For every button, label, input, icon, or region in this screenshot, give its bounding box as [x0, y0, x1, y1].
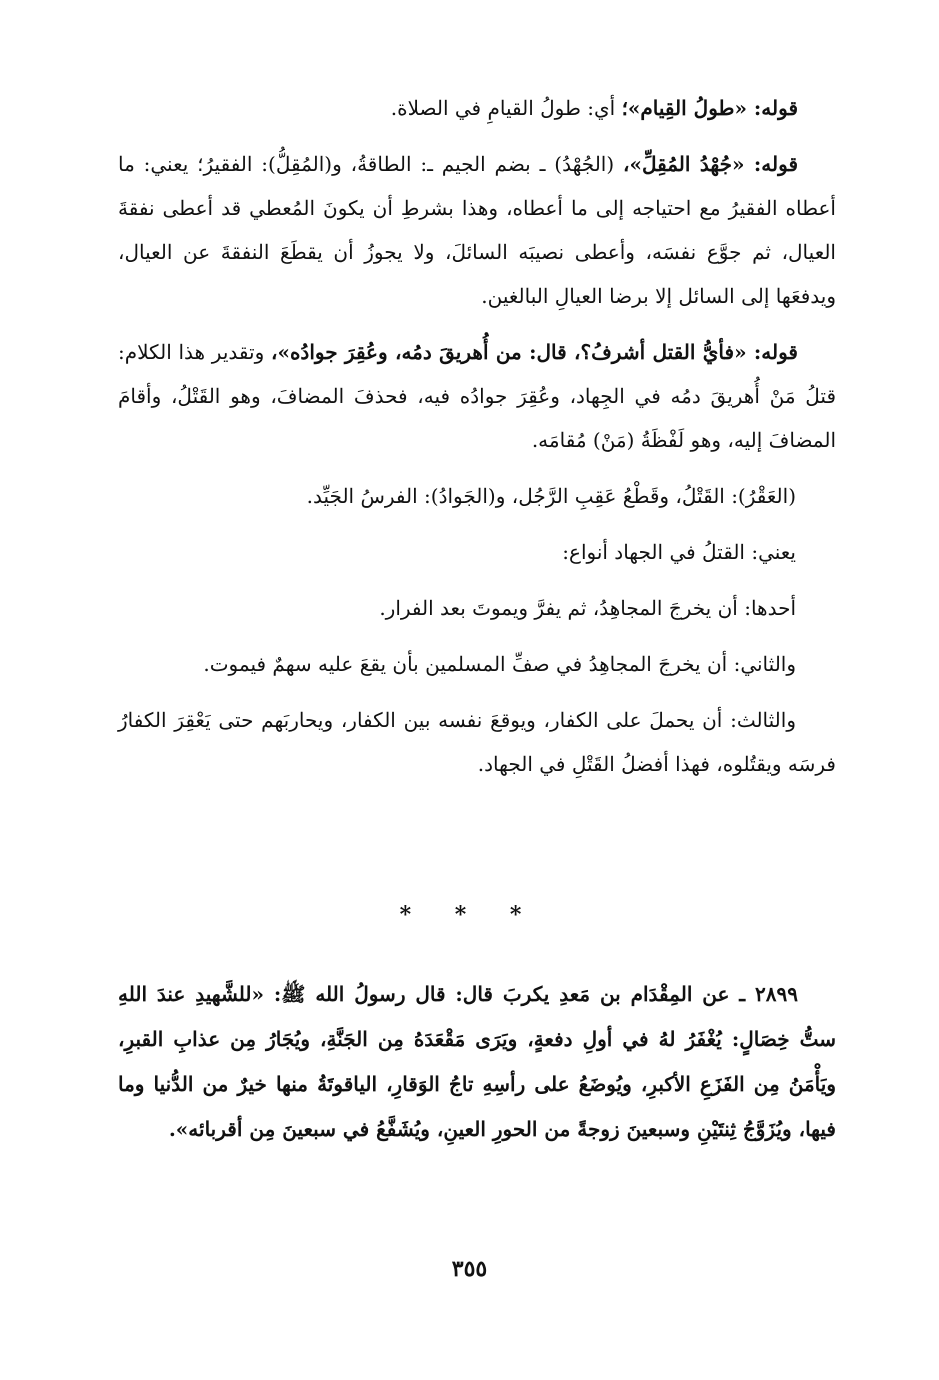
hadith-block [118, 972, 836, 1152]
hadith-text: ٢٨٩٩ ـ عن المِقْدَام بن مَعدِ يكربَ قال: قال رسولُ الله ﷺ: «للشَّهيدِ عندَ اللهِ ستُّ خِصَالٍ: يُغْفَرُ لهُ في أولِ دفعةٍ، ويَرَى مَقْعَدَهُ مِن الجَنَّةِ، ويُجَارُ مِن عذابِ القبرِ، ويَأْمَنُ مِن الفَزَعِ الأكبرِ، ويُوضَعُ على رأسِهِ تاجُ الوَقارِ، الياقوتَةُ منها خيرٌ من الدُّنيا وما فيها، ويُزَوَّجُ ثِنتَيْنِ وسبعينَ زوجةً من الحورِ العينِ، ويُشَفَّعُ في سبعينَ مِن أقربائه». [118, 982, 836, 1141]
paragraph-body: والثالث: أن يحملَ على الكفار، ويوقعَ نفسه بين الكفار، ويحاربَهم حتى يَعْقِرَ الكفارُ فرسَه ويقتُلوه، فهذا أفضلُ القَتْلِ في الجهاد. [118, 708, 836, 776]
paragraph-type-second [118, 642, 836, 686]
section-divider: * * * [399, 902, 540, 928]
paragraph-body: (الجُهْدُ) ـ بضم الجيم ـ: الطاقةُ، و(المُقِلُّ): الفقيرُ؛ يعني: ما أعطاه الفقيرُ مع احتياجه إلى ما أعطاه، وهذا بشرطِ أن يكونَ المُعطي قد أعطى نفقةَ العيال، ثم جوَّع نفسَه، وأعطى نصيبَه السائلَ، ولا يجوزُ أن يقطَعَ النفقةَ عن العيال، ويدفعَها إلى السائل إلا برضا العيالِ البالغين. [118, 152, 836, 308]
paragraph-body: وتقدير هذا الكلام: قتلُ مَنْ أُهريقَ دمُه في الجِهاد، وعُقِرَ جوادُه فيه، فحذفَ المضافَ، وهو القَتْلُ، وأقامَ المضافَ إليه، وهو لَفْظَةُ (مَنْ) مُقامَه. [118, 340, 836, 452]
page-number: ٣٥٥ [451, 1256, 488, 1282]
paragraph-definitions [118, 474, 836, 518]
paragraph-types-intro [118, 530, 836, 574]
quoted-phrase: قوله: «فأيُّ القتل أشرفُ؟، قال: من أُهريقَ دمُه، وعُقِرَ جوادُه»، [270, 340, 798, 364]
paragraph-type-first [118, 586, 836, 630]
paragraph-effort-of-poor [118, 142, 836, 318]
quoted-phrase: قوله: «جُهْدُ المُقِلِّ»، [623, 152, 799, 176]
paragraph-body: يعني: القتلُ في الجهاد أنواع: [562, 540, 796, 564]
paragraph-body: (العَقْرُ): القَتْلُ، وقَطْعُ عَقِبِ الرَّجُل، و(الجَوادُ): الفرسُ الجَيِّد. [306, 484, 796, 508]
paragraph-noblest-killing [118, 330, 836, 462]
commentary-text [118, 86, 836, 798]
paragraph-body: والثاني: أن يخرجَ المجاهِدُ في صفِّ المسلمين بأن يقعَ عليه سهمٌ فيموت. [203, 652, 796, 676]
paragraph-long-standing [118, 86, 836, 130]
paragraph-body: أحدها: أن يخرجَ المجاهِدُ، ثم يفرَّ ويموتَ بعد الفرار. [379, 596, 796, 620]
quoted-phrase: قوله: «طولُ القِيام»؛ [621, 96, 798, 120]
paragraph-body: أي: طولُ القيامِ في الصلاة. [390, 96, 622, 120]
paragraph-type-third [118, 698, 836, 786]
